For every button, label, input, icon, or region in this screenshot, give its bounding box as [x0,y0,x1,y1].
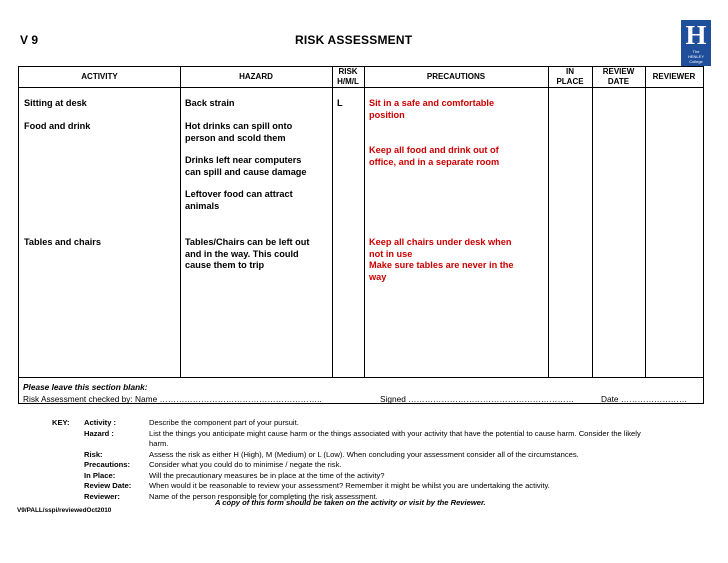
header-row-divider [19,87,703,88]
column-header-precautions: PRECAUTIONS [426,72,486,81]
key-label-activity: Activity : [84,418,117,427]
row2-precaution-line1: Keep all food and drink out of [369,145,499,155]
key-label-risk: Risk: [84,449,103,459]
key-text-hazard: List the things you anticipate might cause harm or the things associated with your activity that have the potential to cause harm. Consider the likely [149,428,641,438]
checked-by-name-line: Risk Assessment checked by: Name ………………………………………………….. [23,394,322,404]
blank-section-note: Please leave this section blank: [23,382,148,392]
column-header-review-date [592,67,645,87]
key-text-precautions: Consider what you could do to minimise / negate the risk. [149,460,342,469]
column-header-activity: ACTIVITY [81,72,118,81]
copy-note-reviewer: Reviewer [450,498,484,507]
row2-hazard-line2: person and scold them [185,132,286,143]
column-header-review-line2: DATE [607,77,630,86]
column-header-in-place-line2: PLACE [556,77,584,86]
row3-precaution-line3: Make sure tables are never in the [369,260,514,270]
copy-note-suffix: . [483,498,486,507]
row2-hazard-line5: Leftover food can attract [185,189,293,199]
row1-activity: Sitting at desk [24,98,87,108]
row3-hazard [185,237,309,272]
logo-line-3: College [689,59,703,64]
row3-hazard-line1: Tables/Chairs can be left out [185,237,310,247]
risk-table [18,66,704,404]
row3-hazard-line2: and in the way. This could [185,248,299,259]
column-header-risk [332,67,364,87]
column-header-hazard: HAZARD [239,72,273,81]
key-text-in-place: Will the precautionary measures be in place at the time of the activity? [149,470,385,480]
divider-precautions-inplace [548,67,549,377]
key-text-activity: Describe the component part of your pursuit. [149,418,299,427]
column-header-in-place [548,67,592,87]
key-label-in-place: In Place: [84,470,116,480]
row3-precaution-line2: not in use [369,248,413,259]
key-item-review-date [84,481,704,492]
row1-risk: L [337,98,343,108]
key-label-reviewer: Reviewer: [84,491,120,501]
row3-hazard-line3: cause them to trip [185,260,265,270]
key-item-precautions [84,460,704,471]
copy-note [215,498,486,507]
logo-line-1: The [692,49,700,54]
row2-hazard-line4: can spill and cause damage [185,166,307,177]
row3-precaution-line4: way [369,271,387,282]
row2-hazard-line3: Drinks left near computers [185,155,302,165]
logo-letter: H [685,20,707,50]
date-line: Date …………………… [601,394,688,404]
key-text-reviewer: Name of the person responsible for completing the risk assessment. [149,491,378,501]
logo-line-2: HENLEY [687,54,704,59]
key-item-in-place [84,471,704,482]
key-label-hazard: Hazard : [84,428,114,438]
signed-line: Signed …………………………………………………… [380,394,575,404]
row2-activity: Food and drink [24,121,91,131]
key-title: KEY: [52,418,70,427]
blank-section-divider [19,377,703,378]
row2-hazard [185,121,307,212]
column-header-review-line1: REVIEW [602,67,635,76]
column-header-risk-line2: H/M/L [337,77,359,86]
divider-inplace-review [592,67,593,377]
key-item-activity [84,418,704,429]
row2-precaution-line2: office, and in a separate room [369,156,500,167]
row3-precaution-line1: Keep all chairs under desk when [369,237,512,247]
key-text-hazard-cont: harm. [149,439,169,448]
row2-precautions [369,145,499,168]
divider-activity-hazard [180,67,181,377]
row1-precaution-line2: position [369,109,405,120]
key-item-hazard-cont [84,439,704,450]
row1-precaution-line1: Sit in a safe and comfortable [369,98,495,108]
divider-review-reviewer [645,67,646,377]
college-logo [681,20,711,66]
row1-precautions [369,98,494,121]
key-text-review-date: When would it be reasonable to review your assessment? Remember it might be whilst you are undertaking the activity. [149,481,550,490]
row2-hazard-line1: Hot drinks can spill onto [185,121,293,131]
key-text-risk: Assess the risk as either H (High), M (Medium) or L (Low). When concluding your assessment consider all of the circumstances. [149,449,579,459]
key-item-risk [84,450,704,461]
version-label: V 9 [20,33,39,47]
page-title: RISK ASSESSMENT [295,33,413,47]
row3-activity: Tables and chairs [24,237,101,247]
row3-precautions [369,237,514,283]
column-header-risk-line1: RISK [338,67,358,76]
key-item-hazard [84,429,704,440]
row2-hazard-line6: animals [185,200,220,211]
divider-risk-precautions [364,67,365,377]
document-reference: V9/PALL/sspi/reviewedOct2010 [17,507,112,514]
key-list [84,418,704,502]
copy-note-prefix: A copy of this form should be taken on the activity or visit by the [215,498,451,507]
column-header-in-place-line1: IN [566,67,574,76]
row1-hazard: Back strain [185,98,235,108]
divider-hazard-risk [332,67,333,377]
key-label-precautions: Precautions: [84,460,130,469]
column-header-reviewer: REVIEWER [652,72,696,81]
key-label-review-date: Review Date: [84,481,132,490]
